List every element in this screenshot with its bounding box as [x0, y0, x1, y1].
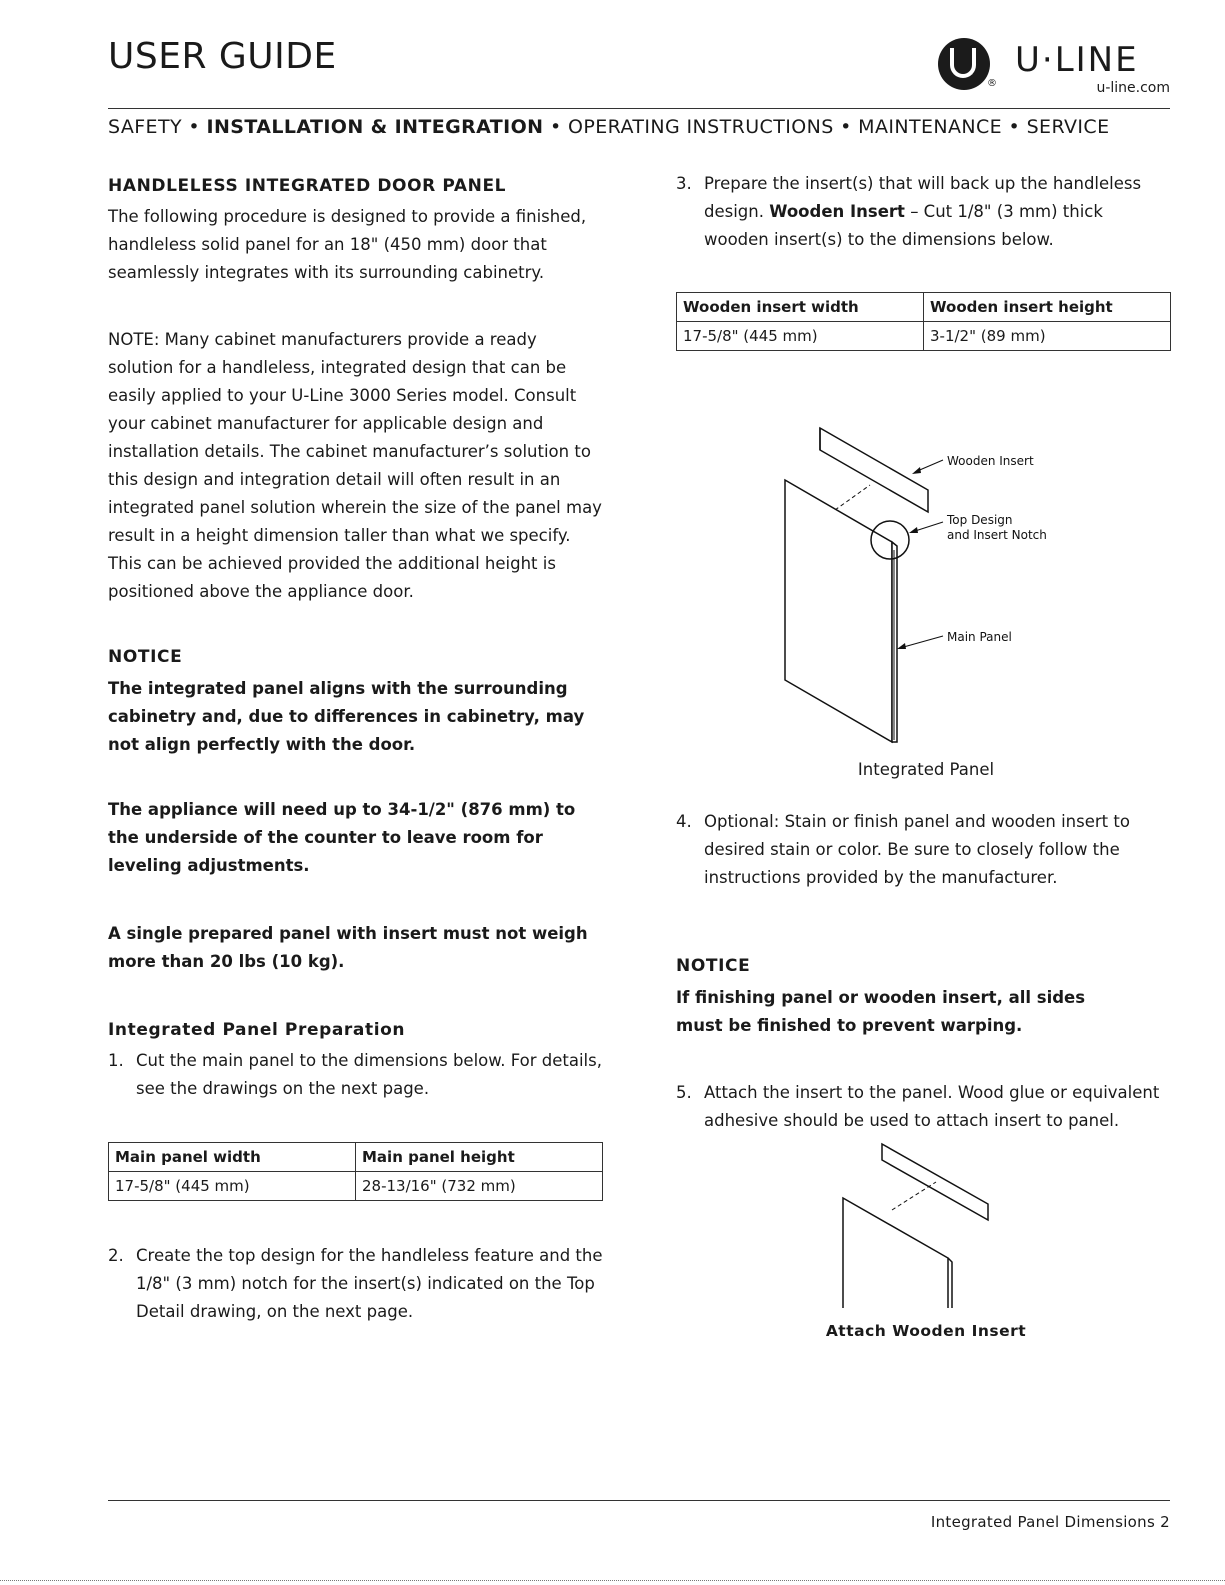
nav-item-maintenance[interactable]: MAINTENANCE: [858, 116, 1003, 138]
main-panel-table: [108, 1142, 603, 1201]
notice-heading: NOTICE: [676, 956, 751, 976]
figure-caption: Attach Wooden Insert: [825, 1322, 1027, 1340]
list-text: Create the top design for the handleless feature and the 1/8" (3 mm) notch for the insert(s) indicated on the Top Detail drawing, on the next page.: [136, 1246, 603, 1321]
wooden-insert-shape: [820, 428, 928, 512]
list-number: 4.: [676, 812, 692, 831]
list-item: [108, 1242, 603, 1326]
table-cell: 17-5/8" (445 mm): [677, 322, 924, 351]
header-divider: [108, 108, 1170, 109]
figure-caption: Integrated Panel: [857, 760, 995, 779]
list-text: Optional: Stain or finish panel and wooden insert to desired stain or color. Be sure to closely follow the instructions provided by the manufacturer.: [704, 812, 1130, 887]
notice-text: The appliance will need up to 34-1/2" (876 mm) to the underside of the counter to leave room for leveling adjustments.: [108, 800, 576, 875]
nav-item-safety[interactable]: SAFETY: [108, 116, 182, 138]
list-item: [108, 1047, 603, 1103]
list-number: 2.: [108, 1246, 124, 1265]
list-text-bold: Wooden Insert: [769, 202, 905, 221]
label-wooden-insert: Wooden Insert: [947, 454, 1034, 468]
main-panel-shape: [785, 480, 892, 742]
nav-separator: •: [181, 116, 207, 138]
table-row: [109, 1172, 603, 1201]
table-header-cell: Main panel height: [356, 1143, 603, 1172]
notice-text: If finishing panel or wooden insert, all sides must be finished to prevent warping.: [676, 988, 1086, 1035]
footer-page-label: Integrated Panel Dimensions 2: [930, 1513, 1170, 1531]
attach-insert-figure: [840, 1140, 1010, 1310]
label-insert-notch: and Insert Notch: [947, 528, 1047, 542]
page-edge: [0, 1580, 1225, 1581]
list-number: 5.: [676, 1083, 692, 1102]
main-panel-shape: [843, 1198, 948, 1308]
table-header-row: [677, 293, 1171, 322]
website-link[interactable]: u-line.com: [1096, 80, 1170, 96]
table-header-cell: Wooden insert width: [677, 293, 924, 322]
nav-item-operating[interactable]: OPERATING INSTRUCTIONS: [568, 116, 834, 138]
list-number: 3.: [676, 174, 692, 193]
subsection-heading: Integrated Panel Preparation: [108, 1020, 406, 1040]
list-text-part: – Cut 1/8" (3 mm) thick wooden insert(s) to the dimensions below.: [704, 202, 1103, 249]
nav-item-installation[interactable]: INSTALLATION & INTEGRATION: [206, 116, 544, 138]
table-row: [677, 322, 1171, 351]
table-cell: 3-1/2" (89 mm): [924, 322, 1171, 351]
list-item: [676, 808, 1171, 892]
table-cell: 17-5/8" (445 mm): [109, 1172, 356, 1201]
list-text: [704, 170, 1171, 254]
list-text-part: Prepare the insert(s) that will back up the handleless design.: [704, 174, 1142, 221]
table-header-cell: Main panel width: [109, 1143, 356, 1172]
list-item: [676, 1079, 1171, 1135]
label-top-design: Top Design: [947, 513, 1013, 527]
wooden-insert-shape: [882, 1144, 988, 1220]
footer-divider: [108, 1500, 1170, 1501]
registered-mark: ®: [987, 78, 997, 89]
notice-heading: NOTICE: [108, 647, 183, 667]
nav-item-service[interactable]: SERVICE: [1026, 116, 1110, 138]
table-cell: 28-13/16" (732 mm): [356, 1172, 603, 1201]
list-number: 1.: [108, 1051, 124, 1070]
u-line-logo-icon: [938, 38, 990, 90]
intro-paragraph: The following procedure is designed to provide a finished, handleless solid panel for an 18" (450 mm) door that seamlessly integrates with its surrounding cabinetry.: [108, 207, 587, 282]
page-title: USER GUIDE: [108, 36, 337, 77]
label-main-panel: Main Panel: [947, 630, 1012, 644]
list-text: Attach the insert to the panel. Wood glue or equivalent adhesive should be used to attach insert to panel.: [704, 1083, 1160, 1130]
nav-separator: •: [543, 116, 568, 138]
notice-text: The integrated panel aligns with the surrounding cabinetry and, due to differences in cabinetry, may not align perfectly with the door.: [108, 679, 585, 754]
section-nav: [108, 116, 1168, 138]
integrated-panel-figure: [760, 410, 1100, 760]
section-heading: HANDLELESS INTEGRATED DOOR PANEL: [108, 176, 507, 196]
nav-separator: •: [833, 116, 859, 138]
list-text: Cut the main panel to the dimensions below. For details, see the drawings on the next page.: [136, 1051, 602, 1098]
nav-separator: •: [1002, 116, 1027, 138]
table-header-row: [109, 1143, 603, 1172]
wooden-insert-table: [676, 292, 1171, 351]
note-paragraph: NOTE: Many cabinet manufacturers provide a ready solution for a handleless, integrated design that can be easily applied to your U-Line 3000 Series model. Consult your cabinet manufacturer for applicable design and installation details. The cabinet manufacturer’s solution to this design and integration detail will often result in an integrated panel solution wherein the size of the panel may result in a height dimension taller than what we specify. This can be achieved provided the additional height is positioned above the appliance door.: [108, 330, 602, 601]
notice-text: A single prepared panel with insert must not weigh more than 20 lbs (10 kg).: [108, 924, 588, 971]
brand-name: U·LINE: [1015, 40, 1139, 80]
table-header-cell: Wooden insert height: [924, 293, 1171, 322]
list-item: [676, 170, 1171, 254]
